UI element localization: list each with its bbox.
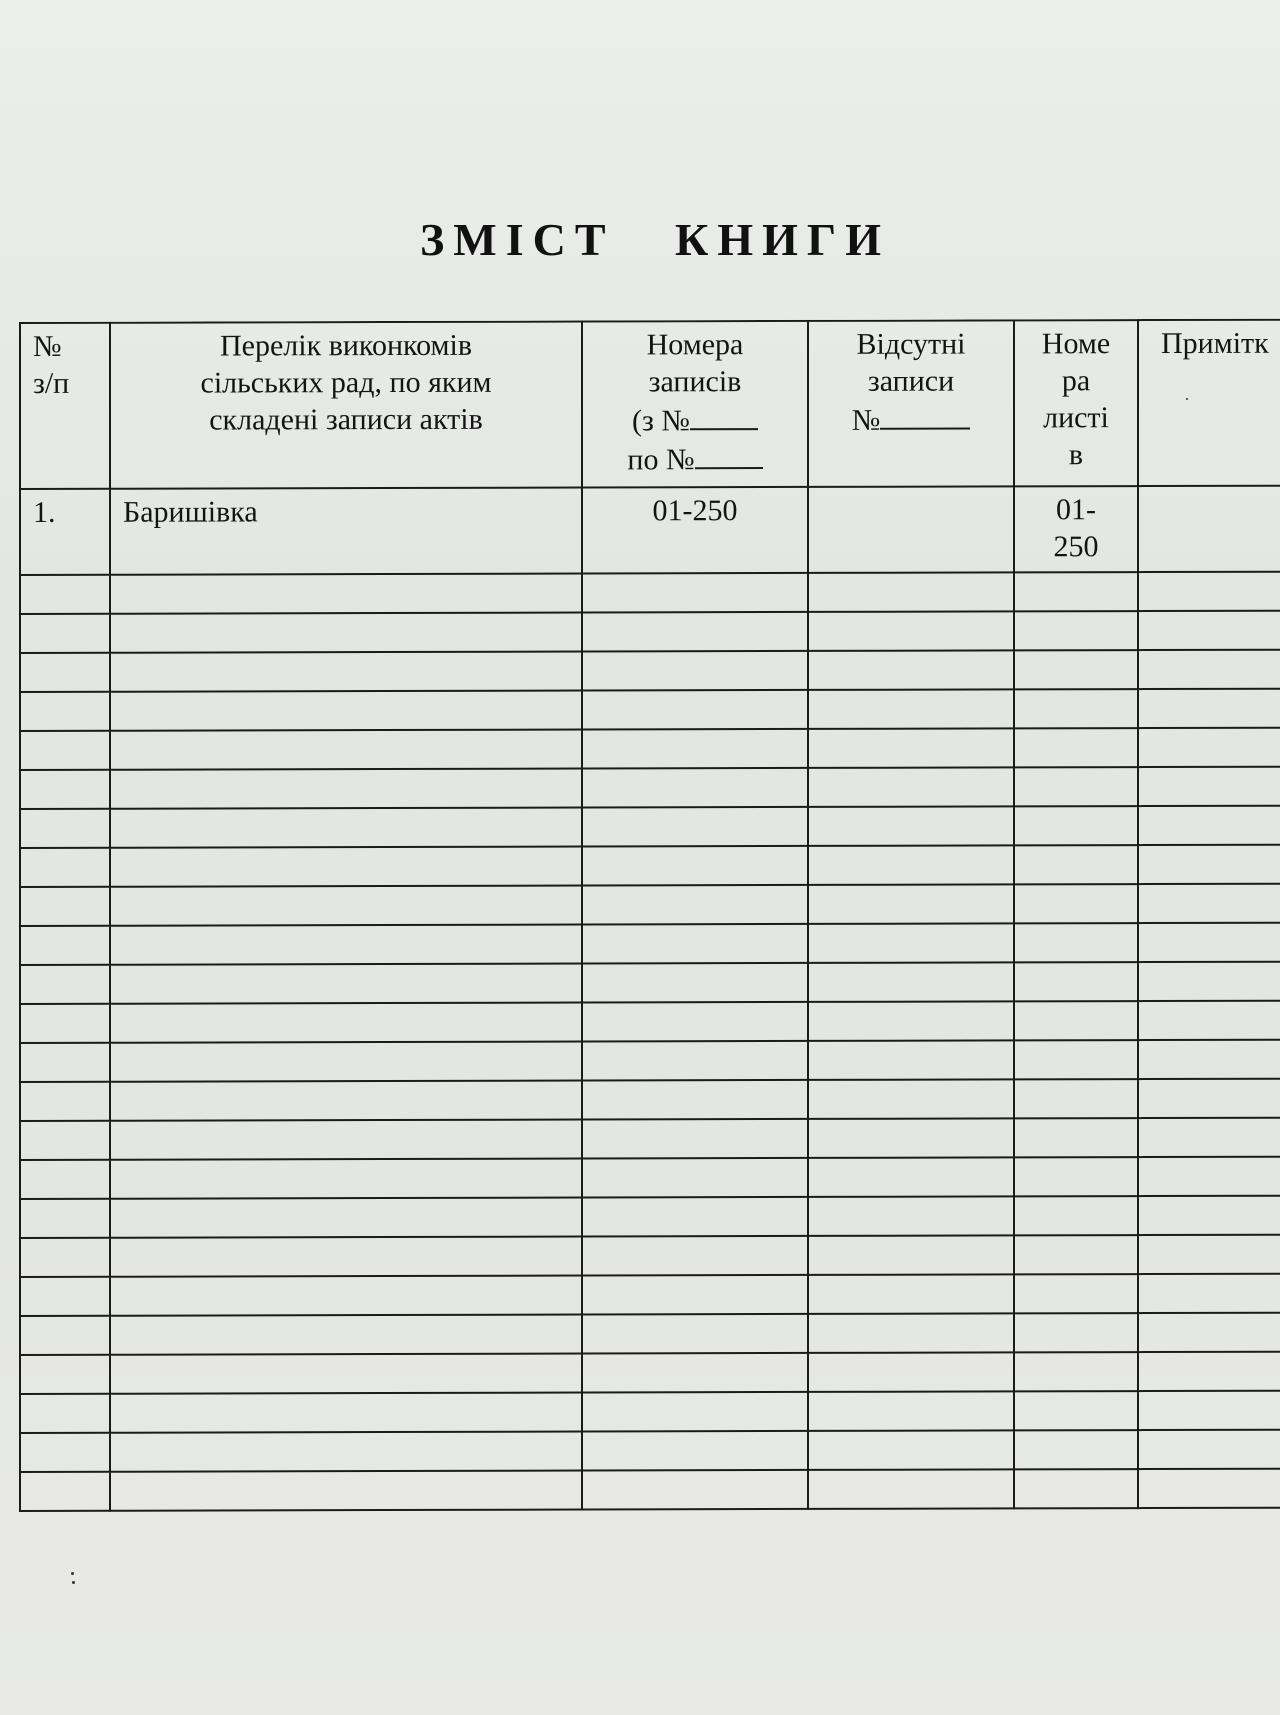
empty-cell bbox=[20, 1004, 110, 1043]
empty-cell bbox=[20, 1277, 110, 1316]
empty-cell bbox=[808, 650, 1014, 690]
empty-cell bbox=[20, 614, 110, 653]
empty-cell bbox=[110, 1120, 582, 1160]
empty-cell bbox=[582, 1197, 808, 1237]
empty-cell bbox=[582, 1392, 808, 1432]
header-missing-records bbox=[808, 320, 1014, 487]
empty-cell bbox=[20, 848, 110, 887]
header-records-line: по № bbox=[627, 443, 695, 477]
table-row bbox=[20, 1274, 1280, 1316]
header-records-line: (з № bbox=[632, 404, 690, 438]
empty-cell bbox=[582, 1041, 808, 1081]
empty-cell bbox=[582, 612, 808, 652]
empty-cell bbox=[1138, 1430, 1280, 1469]
empty-cell bbox=[582, 1002, 808, 1042]
empty-cell bbox=[582, 1236, 808, 1276]
empty-cell bbox=[20, 1160, 110, 1199]
empty-cell bbox=[1014, 1196, 1138, 1235]
header-sheets-line: ра bbox=[1061, 364, 1091, 398]
empty-cell bbox=[20, 1082, 110, 1121]
header-missing-line: записи bbox=[867, 364, 955, 398]
contents-table-frame bbox=[19, 319, 1280, 1560]
empty-cell bbox=[110, 1354, 582, 1394]
header-records-line: Номера bbox=[646, 328, 744, 362]
empty-cell bbox=[1138, 728, 1280, 767]
empty-cell bbox=[20, 809, 110, 848]
empty-cell bbox=[1138, 1079, 1280, 1118]
empty-cell bbox=[1138, 1313, 1280, 1352]
empty-cell bbox=[20, 692, 110, 731]
table-row bbox=[20, 884, 1280, 926]
empty-cell bbox=[582, 1080, 808, 1120]
empty-cell bbox=[110, 964, 582, 1004]
table-row bbox=[20, 1430, 1280, 1472]
header-number-line: № bbox=[33, 329, 62, 363]
header-sheet-numbers bbox=[1014, 320, 1138, 486]
empty-cell bbox=[110, 613, 582, 653]
empty-cell bbox=[582, 807, 808, 847]
empty-cell bbox=[110, 886, 582, 926]
table-row bbox=[20, 572, 1280, 614]
empty-cell bbox=[582, 885, 808, 925]
empty-cell bbox=[1014, 1313, 1138, 1352]
table-row bbox=[20, 1196, 1280, 1238]
empty-cell bbox=[808, 1391, 1014, 1431]
empty-cell bbox=[20, 1316, 110, 1355]
empty-cell bbox=[1014, 1469, 1138, 1508]
table-row bbox=[20, 923, 1280, 965]
table-row bbox=[20, 1118, 1280, 1160]
empty-cell bbox=[582, 690, 808, 730]
empty-cell bbox=[110, 808, 582, 848]
contents-table bbox=[19, 319, 1280, 1512]
empty-cell bbox=[1138, 1118, 1280, 1157]
empty-cell bbox=[1014, 1118, 1138, 1157]
empty-cell bbox=[1014, 1040, 1138, 1079]
empty-cell bbox=[582, 846, 808, 886]
empty-cell bbox=[1138, 1274, 1280, 1313]
table-row bbox=[20, 1391, 1280, 1433]
empty-cell bbox=[110, 769, 582, 809]
empty-cell bbox=[20, 1238, 110, 1277]
empty-cell bbox=[1014, 767, 1138, 806]
blank-underline bbox=[690, 400, 758, 430]
empty-cell bbox=[1138, 962, 1280, 1001]
empty-cell bbox=[1014, 1430, 1138, 1469]
table-row bbox=[20, 1469, 1280, 1511]
empty-cell bbox=[1138, 1157, 1280, 1196]
table-row bbox=[20, 806, 1280, 848]
empty-cell bbox=[110, 1315, 582, 1355]
header-councils-line: Перелік виконкомів bbox=[220, 328, 472, 363]
paper-speck bbox=[1186, 398, 1188, 400]
header-records-line: записів bbox=[648, 365, 742, 399]
empty-cell bbox=[110, 1393, 582, 1433]
empty-cell bbox=[808, 1079, 1014, 1119]
empty-cell bbox=[582, 1353, 808, 1393]
empty-cell bbox=[808, 767, 1014, 807]
paper-speck bbox=[72, 1581, 75, 1584]
empty-cell bbox=[1138, 884, 1280, 923]
header-notes: Примітк bbox=[1138, 320, 1280, 486]
table-row bbox=[20, 1352, 1280, 1394]
empty-cell bbox=[110, 1198, 582, 1238]
empty-cell bbox=[20, 926, 110, 965]
row-number: 1. bbox=[20, 489, 110, 575]
empty-cell bbox=[808, 923, 1014, 963]
empty-cell bbox=[808, 884, 1014, 924]
empty-cell bbox=[20, 887, 110, 926]
header-sheets-line: листі bbox=[1043, 401, 1109, 435]
row-missing-records bbox=[808, 486, 1014, 573]
empty-cell bbox=[808, 806, 1014, 846]
table-row bbox=[20, 1313, 1280, 1355]
empty-cell bbox=[20, 1433, 110, 1472]
empty-cell bbox=[1014, 962, 1138, 1001]
empty-cell bbox=[1014, 806, 1138, 845]
empty-cell bbox=[1138, 1352, 1280, 1391]
table-row bbox=[20, 845, 1280, 887]
empty-cell bbox=[1014, 611, 1138, 650]
row-sheet-range bbox=[1014, 486, 1138, 572]
empty-cell bbox=[808, 845, 1014, 885]
empty-cell bbox=[1138, 806, 1280, 845]
table-row bbox=[20, 650, 1280, 692]
empty-cell bbox=[20, 653, 110, 692]
empty-cell bbox=[1138, 767, 1280, 806]
header-councils-line: складені записи актів bbox=[209, 402, 483, 437]
empty-cell bbox=[20, 575, 110, 614]
table-row bbox=[20, 1235, 1280, 1277]
table-row bbox=[20, 767, 1280, 809]
empty-cell bbox=[110, 1237, 582, 1277]
empty-cell bbox=[110, 925, 582, 965]
empty-cell bbox=[110, 1003, 582, 1043]
empty-cell bbox=[20, 1043, 110, 1082]
header-number bbox=[20, 323, 110, 489]
empty-cell bbox=[582, 924, 808, 964]
empty-cell bbox=[582, 768, 808, 808]
empty-cell bbox=[110, 652, 582, 692]
empty-cell bbox=[20, 1199, 110, 1238]
empty-cell bbox=[1138, 1235, 1280, 1274]
table-row bbox=[20, 1157, 1280, 1199]
table-header-row bbox=[20, 320, 1280, 489]
empty-cell bbox=[1014, 1391, 1138, 1430]
empty-cell bbox=[808, 1274, 1014, 1314]
table-row bbox=[20, 1001, 1280, 1043]
table-row bbox=[20, 1040, 1280, 1082]
header-sheets-line: Номе bbox=[1041, 327, 1111, 361]
empty-cell bbox=[1014, 689, 1138, 728]
empty-cell bbox=[110, 1276, 582, 1316]
empty-cell bbox=[808, 1313, 1014, 1353]
empty-cell bbox=[1138, 845, 1280, 884]
empty-cell bbox=[808, 1001, 1014, 1041]
empty-cell bbox=[808, 1235, 1014, 1275]
header-record-numbers bbox=[582, 321, 808, 488]
empty-cell bbox=[110, 574, 582, 614]
empty-cell bbox=[1014, 884, 1138, 923]
empty-cell bbox=[582, 651, 808, 691]
empty-cell bbox=[1138, 650, 1280, 689]
empty-cell bbox=[808, 1430, 1014, 1470]
empty-cell bbox=[582, 963, 808, 1003]
empty-cell bbox=[808, 1196, 1014, 1236]
empty-cell bbox=[582, 1119, 808, 1159]
empty-cell bbox=[110, 1432, 582, 1472]
empty-cell bbox=[808, 611, 1014, 651]
empty-cell bbox=[1138, 923, 1280, 962]
empty-cell bbox=[808, 1352, 1014, 1392]
empty-cell bbox=[808, 1040, 1014, 1080]
empty-cell bbox=[1138, 1196, 1280, 1235]
empty-cell bbox=[582, 1314, 808, 1354]
header-missing-line: № bbox=[851, 403, 881, 437]
paper-speck bbox=[71, 1572, 74, 1575]
empty-cell bbox=[1014, 650, 1138, 689]
empty-cell bbox=[110, 1042, 582, 1082]
empty-cell bbox=[1014, 923, 1138, 962]
row-notes bbox=[1138, 486, 1280, 572]
empty-cell bbox=[1138, 689, 1280, 728]
empty-cell bbox=[110, 1081, 582, 1121]
row-sheet-range-line: 01- bbox=[1056, 493, 1096, 527]
empty-cell bbox=[1014, 1274, 1138, 1313]
empty-cell bbox=[582, 1470, 808, 1510]
row-council-name: Баришівка bbox=[110, 488, 582, 575]
empty-cell bbox=[20, 965, 110, 1004]
empty-cell bbox=[1138, 572, 1280, 611]
empty-cell bbox=[20, 1121, 110, 1160]
header-missing-line: Відсутні bbox=[856, 327, 966, 361]
row-sheet-range-line: 250 bbox=[1053, 530, 1099, 564]
empty-cell bbox=[1014, 728, 1138, 767]
empty-cell bbox=[20, 731, 110, 770]
empty-cell bbox=[20, 1355, 110, 1394]
empty-cell bbox=[110, 691, 582, 731]
empty-cell bbox=[582, 1158, 808, 1198]
empty-cell bbox=[1138, 1469, 1280, 1508]
empty-cell bbox=[582, 573, 808, 613]
empty-cell bbox=[110, 1471, 582, 1511]
row-record-range: 01-250 bbox=[582, 487, 808, 574]
table-row bbox=[20, 611, 1280, 653]
empty-cell bbox=[1014, 572, 1138, 611]
empty-cell bbox=[808, 572, 1014, 612]
empty-cell bbox=[808, 962, 1014, 1002]
empty-cell bbox=[1014, 1235, 1138, 1274]
header-sheets-line: в bbox=[1068, 438, 1084, 472]
empty-cell bbox=[110, 1159, 582, 1199]
empty-cell bbox=[582, 1275, 808, 1315]
empty-cell bbox=[1014, 1079, 1138, 1118]
table-row bbox=[20, 486, 1280, 575]
empty-cell bbox=[1014, 1001, 1138, 1040]
empty-cell bbox=[582, 729, 808, 769]
empty-cell bbox=[1138, 1001, 1280, 1040]
empty-cell bbox=[808, 1157, 1014, 1197]
blank-underline bbox=[695, 439, 763, 469]
header-number-line: з/п bbox=[33, 366, 70, 400]
empty-cell bbox=[20, 1472, 110, 1511]
empty-cell bbox=[1138, 611, 1280, 650]
table-row bbox=[20, 728, 1280, 770]
empty-cell bbox=[808, 1469, 1014, 1509]
table-row bbox=[20, 689, 1280, 731]
empty-cell bbox=[1014, 845, 1138, 884]
empty-cell bbox=[110, 730, 582, 770]
blank-underline bbox=[880, 400, 970, 430]
empty-cell bbox=[808, 1118, 1014, 1158]
header-councils-line: сільських рад, по яким bbox=[200, 365, 492, 400]
empty-cell bbox=[808, 728, 1014, 768]
empty-cell bbox=[1138, 1040, 1280, 1079]
empty-cell bbox=[1014, 1352, 1138, 1391]
table-row bbox=[20, 1079, 1280, 1121]
empty-cell bbox=[582, 1431, 808, 1471]
header-councils bbox=[110, 322, 582, 489]
empty-cell bbox=[808, 689, 1014, 729]
page-title: ЗМІСТ КНИГИ bbox=[420, 214, 890, 265]
table-row bbox=[20, 962, 1280, 1004]
empty-cell bbox=[20, 1394, 110, 1433]
empty-cell bbox=[20, 770, 110, 809]
empty-cell bbox=[1138, 1391, 1280, 1430]
empty-cell bbox=[1014, 1157, 1138, 1196]
empty-cell bbox=[110, 847, 582, 887]
